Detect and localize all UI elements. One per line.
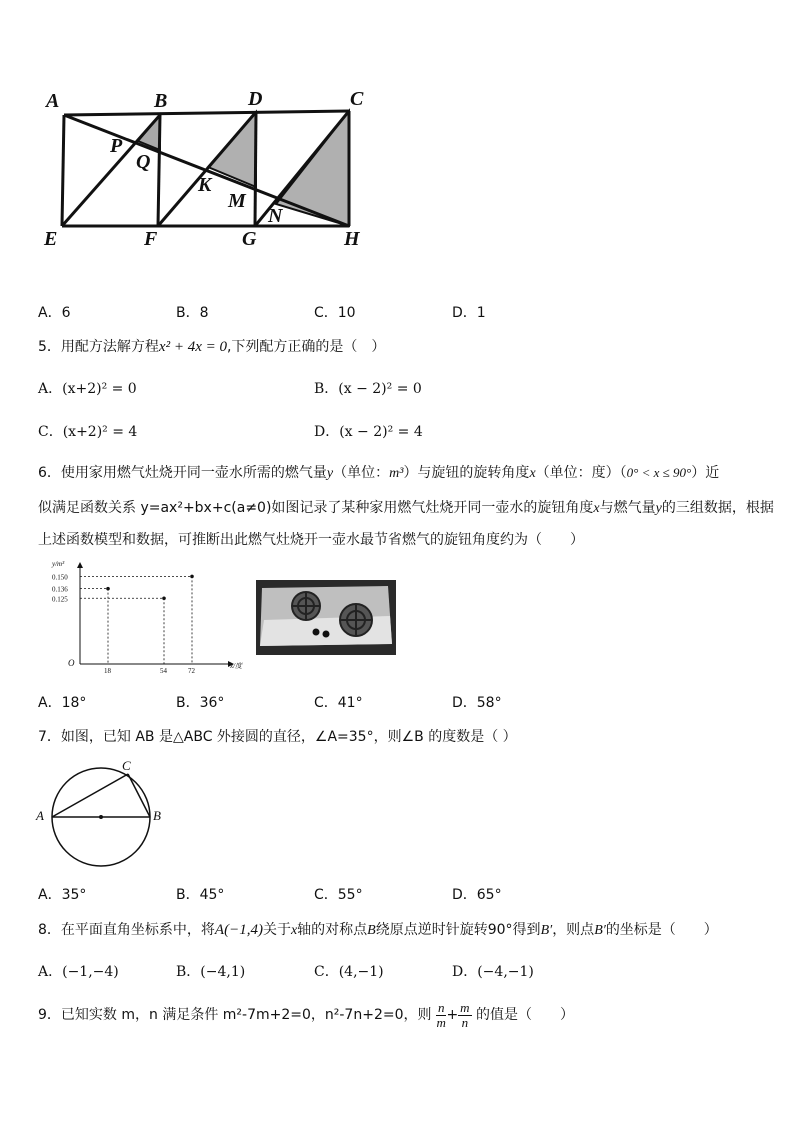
y-tick-label: 0.136 (52, 585, 68, 594)
q7-stem: 7．如图，已知 AB 是△ABC 外接圆的直径，∠A=35°，则∠B 的度数是（ ） (38, 729, 517, 745)
label-A: A (46, 90, 60, 112)
q7-option-c[interactable]: C．55° (314, 887, 363, 903)
fraction-n-over-m: $\frac{n}{m}$ (436, 999, 446, 1030)
y-tick-label: 0.150 (52, 573, 68, 582)
label-M: M (228, 190, 246, 212)
circle-triangle-diagram (36, 758, 166, 870)
q5-option-a[interactable]: A．(x+2)² = 0 (38, 381, 137, 397)
shaded-triangle-2 (208, 112, 256, 187)
q7-option-d[interactable]: D．65° (452, 887, 502, 903)
q6-option-b[interactable]: B．36° (176, 695, 225, 711)
x-axis-label: x/度 (230, 662, 243, 670)
q5-option-d[interactable]: D．(x − 2)² = 4 (314, 424, 423, 440)
label-G: G (242, 228, 257, 250)
q9-stem: 9．已知实数 m，n 满足条件 m²-7m+2=0，n²-7n+2=0，则 $\frac{n}{m}$ + $\frac{m}{n}$ 的值是（ ） (38, 999, 575, 1030)
q7-option-a[interactable]: A．35° (38, 887, 87, 903)
figure-q4 (38, 88, 378, 253)
y-tick-label: 0.125 (52, 595, 68, 604)
q4-option-c[interactable]: C．10 (314, 305, 356, 321)
label-D: D (248, 88, 263, 110)
q8-option-b[interactable]: B．(−4,1) (176, 964, 246, 980)
q8-option-c[interactable]: C．(4,−1) (314, 964, 384, 980)
q4-option-d[interactable]: D．1 (452, 305, 486, 321)
label-K: K (198, 174, 212, 196)
q7-option-b[interactable]: B．45° (176, 887, 225, 903)
label-Q: Q (136, 151, 151, 173)
circle-figure (36, 758, 166, 870)
label-B: B (154, 90, 168, 112)
gas-stove-photo (256, 580, 396, 655)
y-axis-label: y/m³ (52, 560, 65, 568)
fraction-m-over-n: $\frac{m}{n}$ (460, 999, 470, 1030)
label-F: F (144, 228, 158, 250)
label-C: C (350, 88, 364, 110)
x-tick-label: 72 (188, 667, 195, 675)
label-E: E (44, 228, 58, 250)
circle-label-B: B (153, 808, 161, 823)
q4-option-b[interactable]: B．8 (176, 305, 209, 321)
origin-label: O (68, 658, 75, 668)
data-point (162, 596, 166, 600)
label-N: N (268, 205, 283, 227)
q6-stem-line1: 6．使用家用燃气灶烧开同一壶水所需的燃气量y（单位：m³）与旋钮的旋转角度x（单位：度）（0° < x ≤ 90°）近 (38, 465, 720, 481)
label-P: P (110, 135, 123, 157)
gas-usage-chart (48, 560, 243, 678)
q4-option-a[interactable]: A．6 (38, 305, 71, 321)
data-point (190, 575, 194, 579)
q6-option-d[interactable]: D．58° (452, 695, 502, 711)
q5-option-b[interactable]: B．(x − 2)² = 0 (314, 381, 422, 397)
q6-option-a[interactable]: A．18° (38, 695, 87, 711)
data-point (106, 587, 110, 591)
q6-stem-line3: 上述函数模型和数据，可推断出此燃气灶烧开一壶水最节省燃气的旋钮角度约为（ ） (38, 532, 584, 548)
y-axis-arrow (77, 562, 83, 568)
q6-option-c[interactable]: C．41° (314, 695, 363, 711)
chart-svg (48, 560, 243, 678)
circle-label-A: A (36, 808, 44, 823)
circle-label-C: C (122, 758, 131, 773)
label-H: H (344, 228, 360, 250)
q6-stem-line2: 似满足函数关系 y=ax²+bx+c(a≠0)如图记录了某种家用燃气灶烧开同一壶水的旋钮角度x与燃气量y的三组数据，根据 (38, 500, 774, 516)
q5-stem: 5．用配方法解方程x² + 4x = 0,下列配方正确的是（ ） (38, 339, 386, 355)
shaded-triangle-3 (276, 111, 349, 226)
x-tick-label: 54 (160, 667, 167, 675)
rectangle-triangles-diagram (38, 88, 378, 253)
x-tick-label: 18 (104, 667, 111, 675)
q5-option-c[interactable]: C．(x+2)² = 4 (38, 424, 138, 440)
q8-option-a[interactable]: A．(−1,−4) (38, 964, 119, 980)
q8-option-d[interactable]: D．(−4,−1) (452, 964, 534, 980)
q8-stem: 8．在平面直角坐标系中，将A(−1,4)关于x轴的对称点B绕原点逆时针旋转90°得到B′，则点B′的坐标是（ ） (38, 922, 718, 938)
gas-stove-image (256, 580, 396, 655)
